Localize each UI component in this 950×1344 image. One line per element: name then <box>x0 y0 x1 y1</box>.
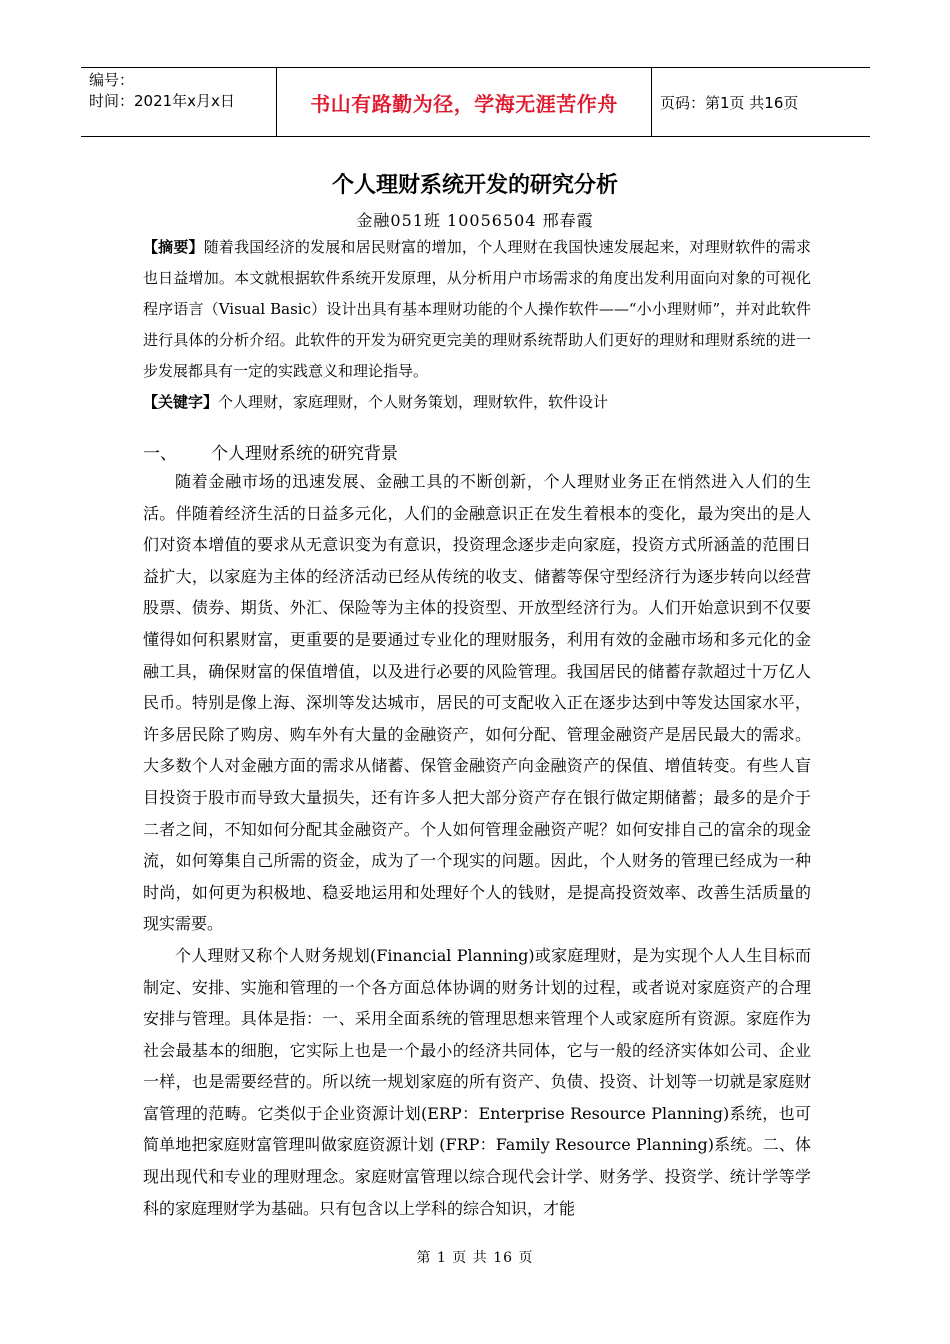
section-number: 一、 <box>143 444 177 464</box>
page-footer: 第 1 页 共 16 页 <box>416 1250 534 1266</box>
document-title: 个人理财系统开发的研究分析 <box>331 173 618 198</box>
body-paragraph-2: 个人理财又称个人财务规划(Financial Planning)或家庭理财，是为实现个人人生目标而制定、安排、实施和管理的一个各方面总体协调的财务计划的过程，或者说对家庭资产的合理安排与管理。具体是指：一、采用全面系统的管理思想来管理个人或家庭所有资源。家庭作为社会最基本的细胞，它实际上也是一个最小的经济共同体，它与一般的经济实体如公司、企业一样，也是需要经营的。所以统一规划家庭的所有资产、负债、投资、计划等一切就是家庭财富管理的范畴。它类似于企业资源计划(ERP：Enterprise Resource Planning)系统，也可简单地把家庭财富管理叫做家庭资源计划 (FRP：Family Resource Planning)系统。二、体现出现代和专业的理财理念。家庭财富管理以综合现代会计学、财务学、投资学、统计学等学科的家庭理财学为基础。只有包含以上学科的综合知识，才能 <box>143 945 811 1218</box>
author-line: 金融051班 10056504 邢春霞 <box>356 211 594 230</box>
header-meta <box>81 68 277 136</box>
abstract-paragraph <box>143 232 811 387</box>
abstract-text: 随着我国经济的发展和居民财富的增加，个人理财在我国快速发展起来，对理财软件的需求也日益增加。本文就根据软件系统开发原理，从分析用户市场需求的角度出发利用面向对象的可视化程序语言（Visual Basic）设计出具有基本理财功能的个人操作软件——“小小理财师”，并对此软件进行具体的分析介绍。此软件的开发为研究更完美的理财系统帮助人们更好的理财和理财系统的进一步发展都具有一定的实践意义和理论指导。 <box>143 238 811 380</box>
section-body <box>143 466 811 1224</box>
keywords-label: 【关键字】 <box>143 393 219 411</box>
header-motto: 书山有路勤为径，学海无涯苦作舟 <box>277 68 652 136</box>
section-heading <box>143 439 811 464</box>
document-time-label: 时间：2021年x月x日 <box>89 92 235 110</box>
document-number-label: 编号： <box>89 71 135 89</box>
header-page-info: 页码：第1页 共16页 <box>660 93 799 112</box>
body-paragraph-1: 随着金融市场的迅速发展、金融工具的不断创新，个人理财业务正在悄然进入人们的生活。伴随着经济生活的日益多元化，人们的金融意识正在发生着根本的变化，最为突出的是人们对资本增值的要求从无意识变为有意识，投资理念逐步走向家庭，投资方式所涵盖的范围日益扩大，以家庭为主体的经济活动已经从传统的收支、储蓄等保守型经济行为逐步转向以经营股票、债券、期货、外汇、保险等为主体的投资型、开放型经济行为。人们开始意识到不仅要懂得如何积累财富，更重要的是要通过专业化的理财服务，利用有效的金融市场和多元化的金融工具，确保财富的保值增值，以及进行必要的风险管理。我国居民的储蓄存款超过十万亿人民币。特别是像上海、深圳等发达城市，居民的可支配收入正在逐步达到中等发达国家水平，许多居民除了购房、购车外有大量的金融资产，如何分配、管理金融资产是居民最大的需求。大多数个人对金融方面的需求从储蓄、保管金融资产向金融资产的保值、增值转变。有些人盲目投资于股市而导致大量损失，还有许多人把大部分资产存在银行做定期储蓄；最多的是介于二者之间，不知如何分配其金融资产。个人如何管理金融资产呢？如何安排自己的富余的现金流，如何筹集自己所需的资金，成为了一个现实的问题。因此，个人财务的管理已经成为一种时尚，如何更为积极地、稳妥地运用和处理好个人的钱财，是提高投资效率、改善生活质量的现实需要。 <box>143 472 811 934</box>
header-table <box>81 67 870 137</box>
abstract-block <box>143 232 811 418</box>
keywords-text: 个人理财，家庭理财，个人财务策划，理财软件，软件设计 <box>218 393 609 411</box>
section-title: 个人理财系统的研究背景 <box>211 444 398 464</box>
keywords-paragraph <box>143 387 811 418</box>
abstract-label: 【摘要】 <box>143 238 204 256</box>
